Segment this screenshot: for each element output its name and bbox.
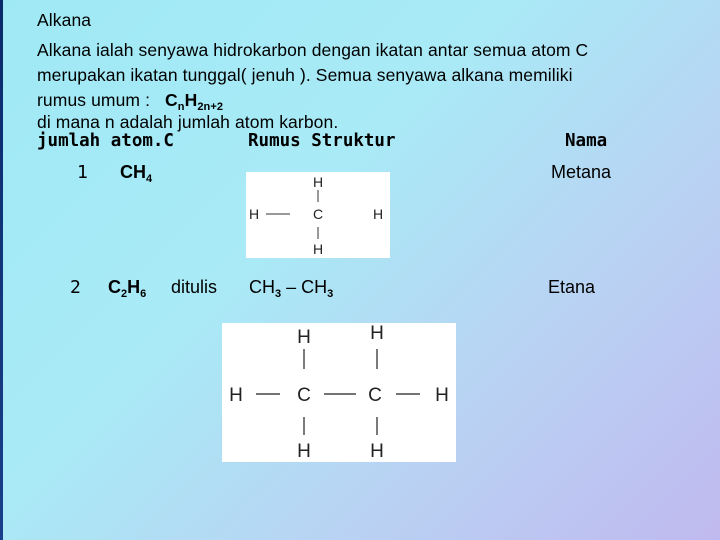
ethane-c1: C [297,385,311,406]
ethane-c2: C [368,385,382,406]
slide-title: Alkana [37,10,92,30]
methane-h-right: H [372,206,384,222]
row2-formula: $C_2H_6$ [108,277,147,300]
row2-count: 2 [70,277,81,298]
ethane-structure [222,323,456,462]
intro-line-4: di mana n adalah jumlah atom karbon. [37,112,339,132]
row2-structure-text: $CH_3 - CH_3$ [249,277,334,300]
left-accent-bar [0,0,3,540]
ethane-h-bottom-1: H [297,441,311,462]
row1-count: 1 [77,162,88,183]
methane-h-bottom: H [312,241,324,257]
header-structure: Rumus Struktur [248,131,396,151]
intro-line-1: Alkana ialah senyawa hidrokarbon dengan ikatan antar semua atom C [37,40,589,60]
row1-name: Metana [551,162,612,182]
ethane-h-right: H [435,385,449,406]
intro-line-2: merupakan ikatan tunggal( jenuh ). Semua senyawa alkana memiliki [37,65,573,85]
ethane-h-left: H [229,385,243,406]
ethane-h-top-1: H [297,327,311,348]
header-name: Nama [565,131,608,151]
ethane-h-top-2: H [370,323,384,344]
ethane-h-bottom-2: H [370,441,384,462]
formula-label: rumus umum : [37,90,151,110]
methane-structure [246,172,390,258]
general-formula: $C_nH_{2n+2}$ [165,90,224,113]
methane-c: C [312,206,324,222]
methane-h-top: H [312,174,324,190]
row2-ditulis: ditulis [171,277,218,297]
row1-formula: $CH_4$ [120,162,153,185]
header-atom-count: jumlah atom.C [37,131,174,151]
methane-h-left: H [248,206,260,222]
row2-name: Etana [548,277,596,297]
